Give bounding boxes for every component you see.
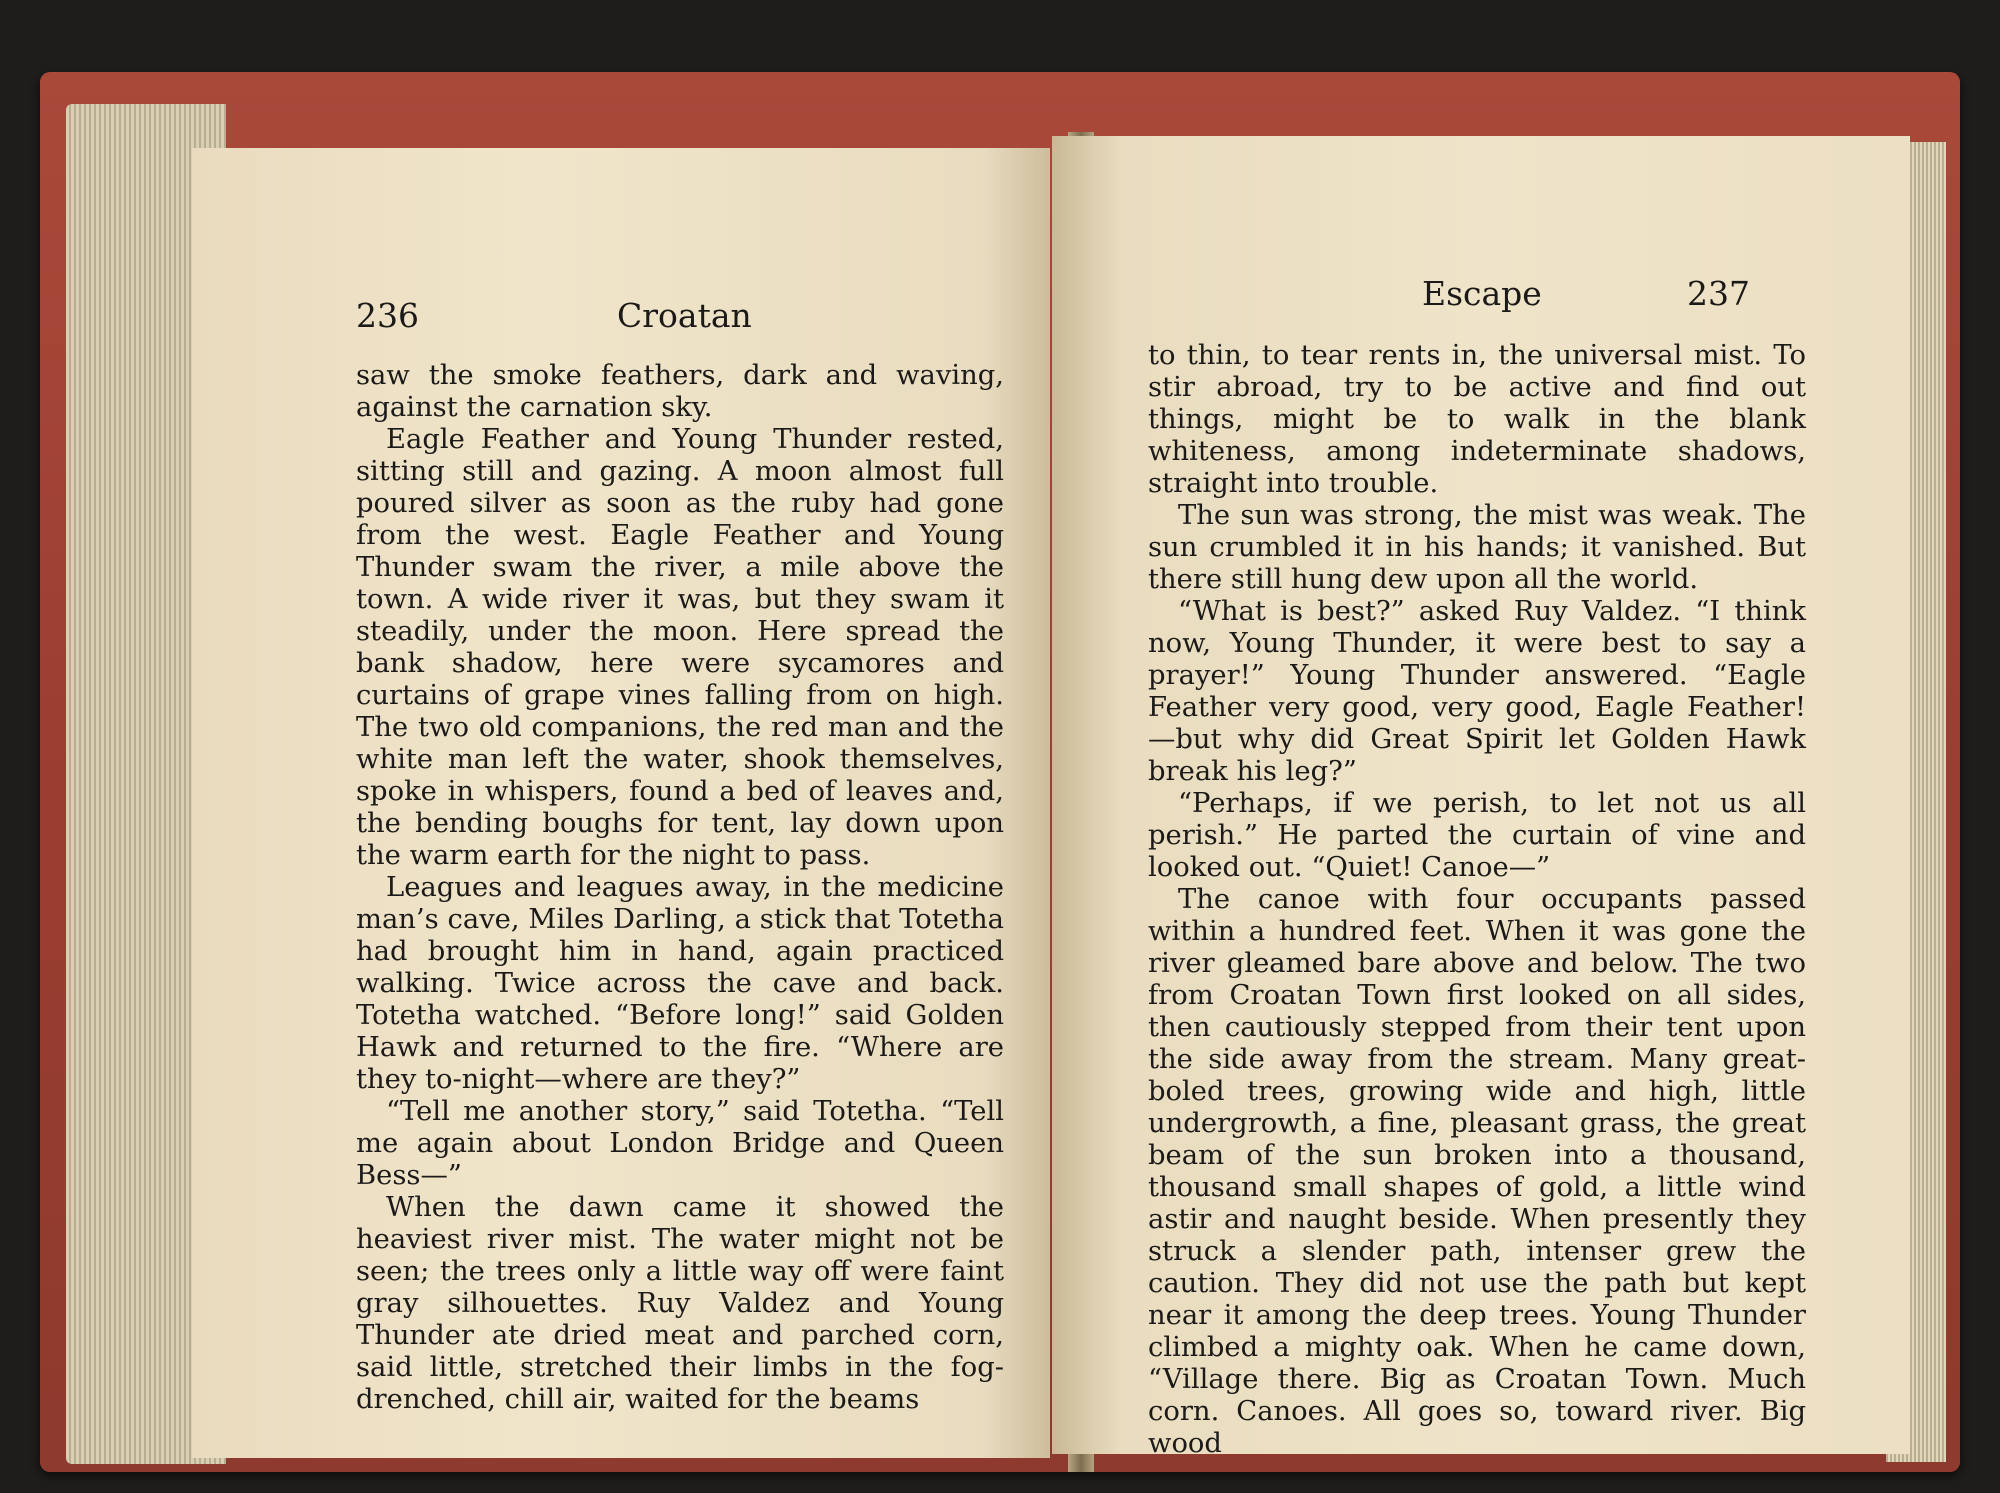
left-chapter-title: Croatan xyxy=(617,296,752,335)
left-page-number: 236 xyxy=(356,296,419,335)
paragraph: “Perhaps, if we perish, to let not us all perish.” He parted the curtain of vine and looked out. “Quiet! Canoe—” xyxy=(1148,788,1806,883)
paragraph: The sun was strong, the mist was weak. The sun crumbled it in his hands; it vanished. But there still hung dew upon all the world. xyxy=(1148,500,1806,595)
paragraph: When the dawn came it showed the heaviest river mist. The water might not be seen; the trees only a little way off were faint gray silhouettes. Ruy Valdez and Young Thunder ate dried meat and parched corn, said little, stretched their limbs in the fog-drenched, chill air, waited for the beams xyxy=(356,1192,1004,1415)
paragraph: Eagle Feather and Young Thunder rested, sitting still and gazing. A moon almost full poured silver as soon as the ruby had gone from the west. Eagle Feather and Young Thunder swam the river, a mile above the town. A wide river it was, but they swam it steadily, under the moon. Here spread the bank shadow, here were sycamores and curtains of grape vines falling from on high. The two old companions, the red man and the white man left the water, shook themselves, spoke in whispers, found a bed of leaves and, the bending boughs for tent, lay down upon the warm earth for the night to pass. xyxy=(356,424,1004,871)
left-page xyxy=(192,148,1050,1458)
paragraph: Leagues and leagues away, in the medicine man’s cave, Miles Darling, a stick that Totetha had brought him in hand, again practiced walking. Twice across the cave and back. Totetha watched. “Before long!” said Golden Hawk and returned to the fire. “Where are they to-night—where are they?” xyxy=(356,872,1004,1095)
right-running-head xyxy=(1052,274,1910,322)
right-page-text xyxy=(1148,340,1806,1460)
right-page xyxy=(1052,136,1910,1459)
left-running-head xyxy=(192,296,1050,344)
paragraph: “What is best?” asked Ruy Valdez. “I think now, Young Thunder, it were best to say a prayer!” Young Thunder answered. “Eagle Feather very good, very good, Eagle Feather!—but why did Great Spirit let Golden Hawk break his leg?” xyxy=(1148,596,1806,787)
paragraph: saw the smoke feathers, dark and waving, against the carnation sky. xyxy=(356,360,1004,423)
paragraph: to thin, to tear rents in, the universal mist. To stir abroad, try to be active and find out things, might be to walk in the blank whiteness, among indeterminate shadows, straight into trouble. xyxy=(1148,340,1806,499)
paragraph: “Tell me another story,” said Totetha. “Tell me again about London Bridge and Queen Bess—” xyxy=(356,1096,1004,1191)
open-book xyxy=(30,62,1968,1474)
right-page-number: 237 xyxy=(1687,274,1750,313)
right-chapter-title: Escape xyxy=(1422,274,1542,313)
paragraph: The canoe with four occupants passed within a hundred feet. When it was gone the river gleamed bare above and below. The two from Croatan Town first looked on all sides, then cautiously stepped from their tent upon the side away from the stream. Many great-boled trees, growing wide and high, little undergrowth, a fine, pleasant grass, the great beam of the sun broken into a thousand, thousand small shapes of gold, a little wind astir and naught beside. When presently they struck a slender path, intenser grew the caution. They did not use the path but kept near it among the deep trees. Young Thunder climbed a mighty oak. When he came down, “Village there. Big as Croatan Town. Much corn. Canoes. All goes so, toward river. Big wood xyxy=(1148,884,1806,1459)
left-page-text xyxy=(356,360,1004,1416)
